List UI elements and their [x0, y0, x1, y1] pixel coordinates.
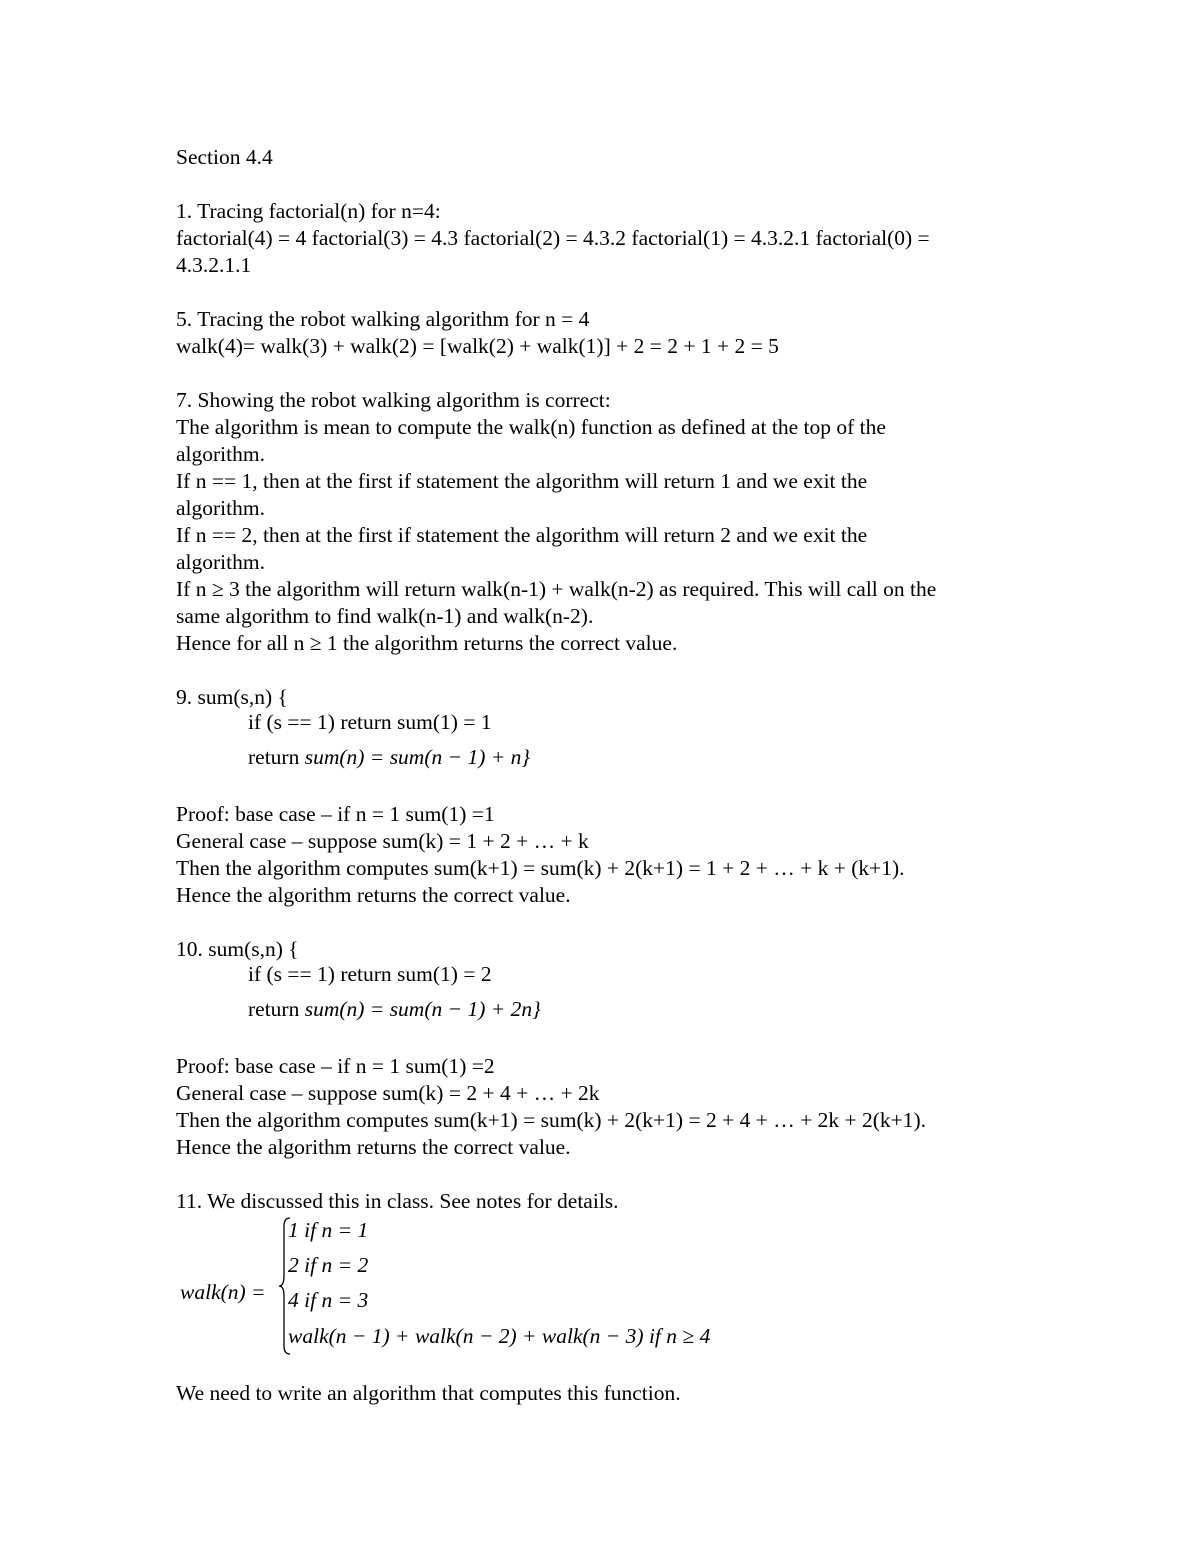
walk-case-2: 2 if n = 2 — [288, 1253, 369, 1277]
p1-line1: 1. Tracing factorial(n) for n=4: — [176, 199, 441, 223]
p10-proof3: Then the algorithm computes sum(k+1) = sum(k) + 2(k+1) = 2 + 4 + … + 2k + 2(k+1). — [176, 1108, 927, 1132]
p7-line2: The algorithm is mean to compute the walk(n) function as defined at the top of the — [176, 415, 886, 439]
p9-proof4: Hence the algorithm returns the correct value. — [176, 883, 571, 907]
p7-line4: If n == 1, then at the first if statement the algorithm will return 1 and we exit the — [176, 469, 868, 493]
p9-code2-math: sum(n) = sum(n − 1) + n} — [304, 745, 531, 769]
p11-head: 11. We discussed this in class. See notes for details. — [176, 1189, 619, 1213]
walk-lhs: walk(n) = — [180, 1280, 266, 1304]
section-heading: Section 4.4 — [176, 145, 273, 169]
p9-code2 — [248, 747, 530, 769]
p11-closing: We need to write an algorithm that computes this function. — [176, 1381, 681, 1405]
p10-head: 10. sum(s,n) { — [176, 937, 299, 961]
walk-case-4: walk(n − 1) + walk(n − 2) + walk(n − 3) if n ≥ 4 — [288, 1324, 711, 1348]
p10-code2-math: sum(n) = sum(n − 1) + 2n} — [304, 997, 541, 1021]
p7-line6: If n == 2, then at the first if statement the algorithm will return 2 and we exit the — [176, 523, 868, 547]
p9-proof2: General case – suppose sum(k) = 1 + 2 + … + k — [176, 829, 589, 853]
p10-code2 — [248, 999, 541, 1021]
p7-line10: Hence for all n ≥ 1 the algorithm returns the correct value. — [176, 631, 678, 655]
p10-proof2: General case – suppose sum(k) = 2 + 4 + … + 2k — [176, 1081, 600, 1105]
p1-line2: factorial(4) = 4 factorial(3) = 4.3 factorial(2) = 4.3.2 factorial(1) = 4.3.2.1 factorial(0) = — [176, 226, 930, 250]
p7-line9: same algorithm to find walk(n-1) and walk(n-2). — [176, 604, 594, 628]
walk-case-1: 1 if n = 1 — [288, 1218, 369, 1242]
p10-code1: if (s == 1) return sum(1) = 2 — [248, 962, 492, 986]
p5-line1: 5. Tracing the robot walking algorithm for n = 4 — [176, 307, 590, 331]
p9-proof1: Proof: base case – if n = 1 sum(1) =1 — [176, 802, 495, 826]
p7-line1: 7. Showing the robot walking algorithm is correct: — [176, 388, 611, 412]
p1-line3: 4.3.2.1.1 — [176, 253, 252, 277]
p5-line2: walk(4)= walk(3) + walk(2) = [walk(2) + walk(1)] + 2 = 2 + 1 + 2 = 5 — [176, 334, 779, 358]
p7-line5: algorithm. — [176, 496, 265, 520]
p7-line3: algorithm. — [176, 442, 265, 466]
p9-code2-prefix: return — [248, 745, 305, 769]
p9-code1: if (s == 1) return sum(1) = 1 — [248, 710, 492, 734]
p7-line7: algorithm. — [176, 550, 265, 574]
p10-code2-prefix: return — [248, 997, 305, 1021]
p10-proof4: Hence the algorithm returns the correct value. — [176, 1135, 571, 1159]
p7-line8: If n ≥ 3 the algorithm will return walk(n-1) + walk(n-2) as required. This will call on the — [176, 577, 937, 601]
p10-proof1: Proof: base case – if n = 1 sum(1) =2 — [176, 1054, 495, 1078]
walk-case-3: 4 if n = 3 — [288, 1288, 369, 1312]
p9-proof3: Then the algorithm computes sum(k+1) = sum(k) + 2(k+1) = 1 + 2 + … + k + (k+1). — [176, 856, 905, 880]
walk-piecewise-definition — [176, 1212, 796, 1362]
p9-head: 9. sum(s,n) { — [176, 685, 288, 709]
